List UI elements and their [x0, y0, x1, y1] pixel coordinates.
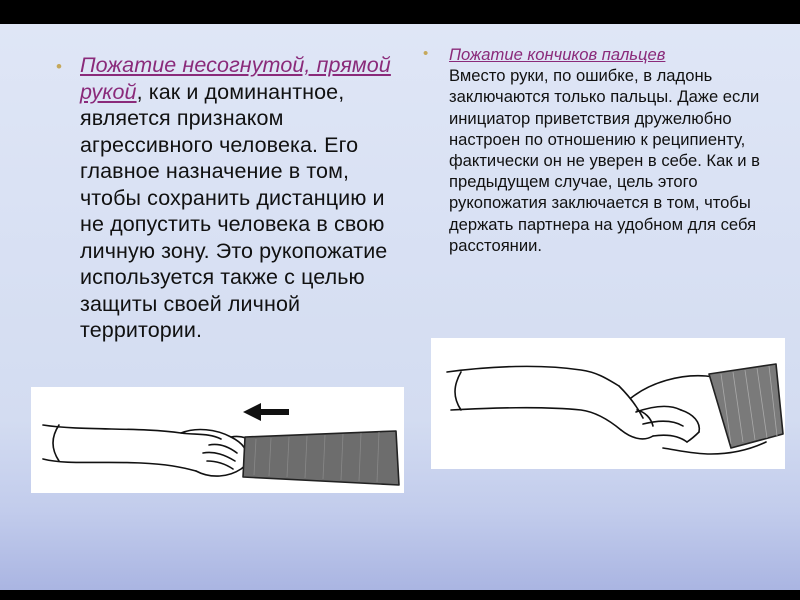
right-bullet-item	[425, 44, 785, 256]
bullet-icon: •	[423, 45, 429, 62]
right-paragraph	[449, 44, 785, 256]
slide	[0, 24, 800, 590]
left-paragraph	[80, 52, 396, 344]
right-body-text: Вместо руки, по ошибке, в ладонь заключаются только пальцы. Даже если инициатор приветствия дружелюбно настроен по отношению к реципиенту, фактически он не уверен в себе. Как и в предыдущем случае, цель этого рукопожатия заключается в том, чтобы держать партнера на удобном для себя расстоянии.	[449, 66, 760, 255]
left-bullet-item	[56, 52, 396, 344]
bullet-icon: •	[56, 57, 62, 76]
left-highlight-phrase: Пожатие несогнутой, прямой рукой	[80, 53, 391, 104]
fingertip-handshake-illustration	[431, 338, 785, 469]
left-column	[56, 52, 396, 344]
right-column	[425, 44, 785, 256]
straight-arm-handshake-illustration	[31, 387, 404, 493]
right-highlight-phrase: Пожатие кончиков пальцев	[449, 45, 666, 64]
left-arrow-icon	[243, 403, 289, 421]
left-body-text: , как и доминантное, является признаком агрессивного человека. Его главное назначение в том, чтобы сохранить дистанцию и не допустить человека в свою личную зону. Это рукопожатие используется также с целью защиты своей личной территории.	[80, 79, 388, 342]
